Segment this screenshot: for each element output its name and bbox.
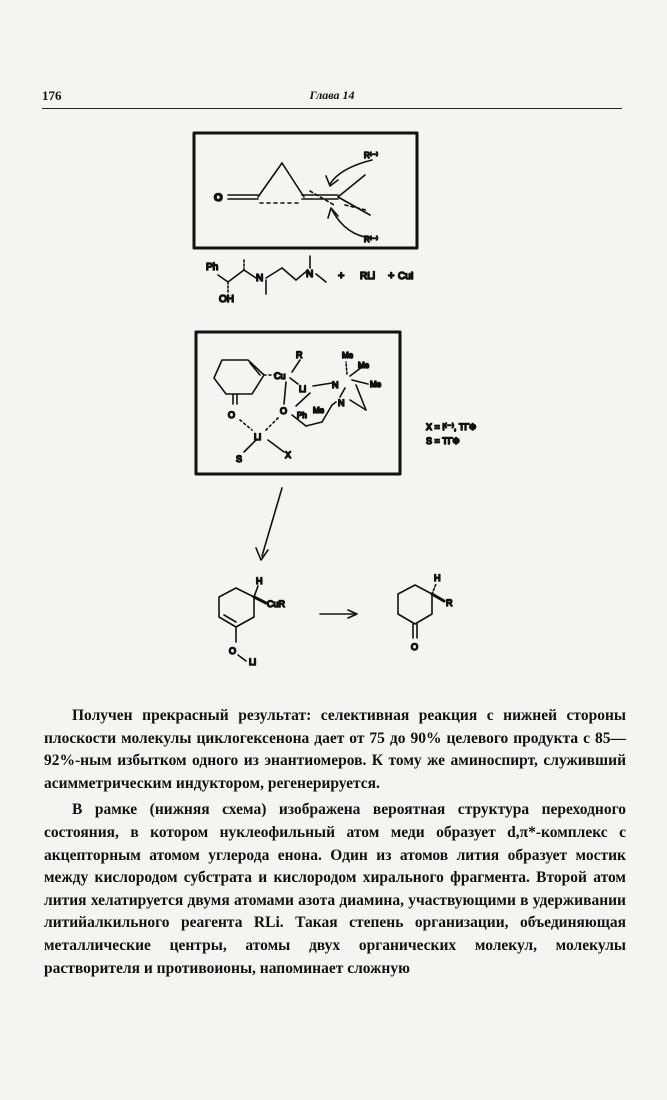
ts-chiral-oxygen: O [280,406,288,416]
ts-copper-label: Cu [274,371,286,381]
carbonyl-oxygen: O [214,192,223,204]
nucleophile-label-bottom: R⁽⁻⁾ [364,235,378,244]
copper-iodide-label: CuI [398,271,414,282]
hydroxyl-label: OH [219,294,234,305]
product-left-cur: CuR [267,599,286,609]
plus-sign-1: + [338,270,345,282]
product-right-r: R [446,598,453,608]
phenyl-label: Ph [206,262,219,273]
ts-lithium-top: Li [299,384,307,394]
product-left-h: H [256,576,263,586]
chapter-title: Глава 14 [309,88,355,102]
product-right-oxygen: O [411,642,419,652]
transition-state-structure [214,360,368,452]
ts-counterion-label: X [285,450,292,460]
ts-ring-oxygen: O [228,410,236,420]
ts-r-label: R [296,350,303,360]
page-number: 176 [42,88,62,103]
paragraph-2: В рамке (нижняя схема) изображена вероятная структура переходного состояния, в котором нуклеофильный атом меди образует d,π*-комплекс с акцепторным атомом углерода енона. Один из атомов лития образует мостик между кислородом субстрата и кислородом хирального фрагмента. Второй атом лития хелатируется двумя атомами азота диамина, участвующими в удерживании литийалкильного реагента RLi. Такая степень организации, объединяющая металлические центры, атомы двух органических молекул, молекулы растворителя и противоионы, напоминает сложную [44,801,626,977]
ts-nitrogen-bottom: N [338,398,345,408]
enolate-product-structure [219,586,266,661]
enone-attack-diagram [228,160,372,238]
product-right-h: H [434,573,441,583]
plus-sign-2: + [388,270,395,282]
ts-methyl-3: Me [370,380,382,389]
body-text [44,705,626,980]
alkyllithium-label: RLi [360,271,376,282]
product-left-lithium: Li [249,657,257,667]
legend-s: S = ТГФ [426,436,460,446]
ts-methyl-4: Me [313,406,325,415]
ketone-product-structure [398,584,444,638]
top-box [194,133,417,248]
ts-methyl-1: Me [342,351,354,360]
amine-n1: N [256,273,264,284]
amine-n2: N [306,269,314,280]
nucleophile-label-top: R⁽⁻⁾ [364,151,378,160]
paragraph-1: Получен прекрасный результат: селективная реакция с нижней стороны плоскости молекулы циклогексенона дает от 75 до 90% целевого продукта с 85—92%-ным избытком одного из энантиомеров. К тому же аминоспирт, служивший асимметрическим индуктором, регенерируется. [44,707,626,792]
ts-solvent-label: S [236,454,243,464]
ts-methyl-2: Me [358,361,370,370]
ts-lithium-bottom: Li [254,432,262,442]
reaction-arrow-down [256,488,282,560]
product-left-oxygen: O [229,646,237,656]
ts-phenyl-label: Ph [297,411,307,420]
reaction-arrow-right [320,610,357,618]
ts-nitrogen-top: N [332,380,339,390]
legend-x: X = I⁽⁻⁾, ТГФ [426,422,477,432]
